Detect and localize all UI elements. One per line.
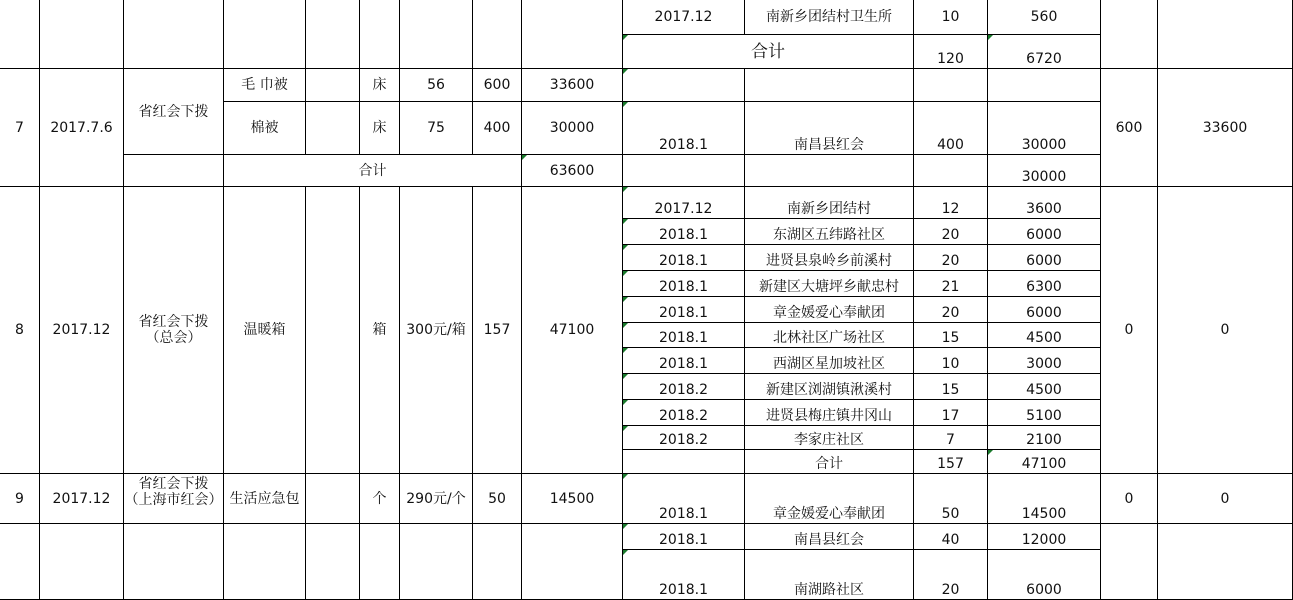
dist-amount[interactable] bbox=[988, 187, 1101, 219]
cell-text: 6000 bbox=[1026, 227, 1062, 243]
dist-blank[interactable] bbox=[914, 69, 988, 102]
cell-text: 2018.1 bbox=[659, 532, 708, 548]
cell-r10-source[interactable] bbox=[124, 524, 224, 600]
item-price[interactable] bbox=[400, 102, 473, 155]
cell-text: 20 bbox=[941, 582, 960, 598]
cell-text: 南昌县红会 bbox=[794, 532, 864, 548]
item-name[interactable] bbox=[224, 102, 306, 155]
comment-indicator-icon bbox=[623, 271, 628, 276]
cell-text: 0 bbox=[1220, 322, 1230, 338]
dist-amount[interactable] bbox=[988, 550, 1101, 600]
comment-indicator-icon bbox=[623, 524, 628, 529]
cell-text: 0 bbox=[1124, 322, 1134, 338]
cell-text: 157 bbox=[483, 322, 511, 338]
cell-text: 南新乡团结村卫生所 bbox=[766, 9, 892, 25]
cell-text: 东湖区五纬路社区 bbox=[773, 227, 885, 243]
dist-amount[interactable] bbox=[988, 297, 1101, 323]
cell-text: 6000 bbox=[1026, 253, 1062, 269]
cell-text: 2018.1 bbox=[659, 137, 708, 153]
cell-r10-item[interactable] bbox=[224, 524, 306, 600]
dist-qty[interactable] bbox=[914, 550, 988, 600]
subtotal-amount[interactable] bbox=[988, 450, 1101, 474]
subtotal-blank[interactable] bbox=[623, 450, 745, 474]
cell-text: 120 bbox=[937, 51, 964, 67]
cell-text: 560 bbox=[1030, 9, 1058, 25]
comment-indicator-icon bbox=[522, 155, 527, 160]
cell-r6-item[interactable] bbox=[224, 0, 306, 69]
dist-amount[interactable] bbox=[988, 102, 1101, 155]
dist-recipient[interactable] bbox=[745, 524, 914, 550]
dist-date[interactable] bbox=[623, 0, 745, 35]
dist-recipient[interactable] bbox=[745, 474, 914, 524]
cell-text: 17 bbox=[941, 408, 960, 424]
comment-indicator-icon bbox=[623, 400, 628, 405]
row-number[interactable] bbox=[0, 69, 40, 187]
cell-text: 3000 bbox=[1026, 356, 1062, 372]
subtotal-label[interactable] bbox=[745, 450, 914, 474]
cell-text: 0 bbox=[1124, 490, 1134, 507]
dist-blank[interactable] bbox=[623, 155, 745, 187]
subtotal-label[interactable] bbox=[623, 35, 914, 69]
dist-qty[interactable] bbox=[914, 0, 988, 35]
cell-r6-date[interactable] bbox=[40, 0, 124, 69]
cell-r10-stock-amount[interactable] bbox=[1158, 524, 1293, 600]
item-unit[interactable] bbox=[360, 69, 400, 102]
cell-text: 20 bbox=[941, 305, 960, 321]
dist-amount[interactable] bbox=[988, 426, 1101, 450]
dist-date[interactable] bbox=[623, 474, 745, 524]
cell-text: 合计 bbox=[751, 41, 785, 62]
cell-text: 南湖路社区 bbox=[794, 582, 864, 598]
dist-blank[interactable] bbox=[988, 69, 1101, 102]
row-source[interactable] bbox=[124, 474, 224, 524]
cell-text: 5100 bbox=[1026, 408, 1062, 424]
comment-indicator-icon bbox=[623, 348, 628, 353]
dist-recipient[interactable] bbox=[745, 348, 914, 374]
dist-qty[interactable] bbox=[914, 374, 988, 400]
row-date[interactable] bbox=[40, 187, 124, 474]
dist-qty[interactable] bbox=[914, 474, 988, 524]
dist-date[interactable] bbox=[623, 102, 745, 155]
dist-date[interactable] bbox=[623, 219, 745, 245]
dist-amount[interactable] bbox=[988, 400, 1101, 426]
cell-text: 2017.12 bbox=[52, 490, 111, 507]
item-qty[interactable] bbox=[473, 102, 522, 155]
dist-date[interactable] bbox=[623, 400, 745, 426]
item-blank[interactable] bbox=[306, 187, 360, 474]
dist-qty[interactable] bbox=[914, 323, 988, 348]
cell-text: 50 bbox=[488, 490, 506, 507]
cell-text: 0 bbox=[1220, 490, 1230, 507]
cell-text: 30000 bbox=[1021, 169, 1067, 185]
dist-amount[interactable] bbox=[988, 271, 1101, 297]
cell-text: 75 bbox=[427, 120, 445, 136]
stock-qty[interactable] bbox=[1101, 187, 1158, 474]
item-amount[interactable] bbox=[522, 474, 623, 524]
item-price[interactable] bbox=[400, 69, 473, 102]
total-label[interactable] bbox=[224, 155, 522, 187]
cell-text: 10 bbox=[941, 9, 960, 25]
cell-text: 157 bbox=[937, 456, 964, 472]
cell-r6-price[interactable] bbox=[400, 0, 473, 69]
dist-amount[interactable] bbox=[988, 348, 1101, 374]
cell-text: 30000 bbox=[1021, 137, 1067, 153]
comment-indicator-icon bbox=[623, 374, 628, 379]
cell-text: 床 bbox=[372, 120, 387, 136]
item-qty[interactable] bbox=[473, 187, 522, 474]
cell-text: 省红会下拨 bbox=[138, 103, 209, 120]
item-name[interactable] bbox=[224, 187, 306, 474]
item-price[interactable] bbox=[400, 474, 473, 524]
comment-indicator-icon bbox=[623, 474, 628, 479]
dist-qty[interactable] bbox=[914, 400, 988, 426]
comment-indicator-icon bbox=[623, 102, 628, 107]
dist-recipient[interactable] bbox=[745, 374, 914, 400]
cell-r10-qty[interactable] bbox=[473, 524, 522, 600]
dist-date[interactable] bbox=[623, 524, 745, 550]
cell-text: 2018.1 bbox=[659, 356, 708, 372]
dist-recipient[interactable] bbox=[745, 426, 914, 450]
cell-text: 63600 bbox=[549, 162, 595, 179]
cell-text: 省红会下拨 （总会） bbox=[138, 314, 209, 346]
dist-recipient[interactable] bbox=[745, 323, 914, 348]
cell-text: 省红会下拨 （上海市红会） bbox=[124, 476, 223, 508]
cell-r10-price[interactable] bbox=[400, 524, 473, 600]
dist-date[interactable] bbox=[623, 374, 745, 400]
comment-indicator-icon bbox=[623, 323, 628, 328]
cell-text: 9 bbox=[15, 490, 24, 507]
subtotal-qty[interactable] bbox=[914, 35, 988, 69]
cell-r10-no[interactable] bbox=[0, 524, 40, 600]
dist-blank[interactable] bbox=[623, 69, 745, 102]
cell-text: 15 bbox=[941, 330, 960, 346]
item-price[interactable] bbox=[400, 187, 473, 474]
item-blank[interactable] bbox=[306, 102, 360, 155]
cell-text: 47100 bbox=[549, 322, 595, 338]
row-date[interactable] bbox=[40, 474, 124, 524]
cell-text: 33600 bbox=[549, 77, 595, 93]
stock-qty[interactable] bbox=[1101, 69, 1158, 187]
dist-date[interactable] bbox=[623, 187, 745, 219]
cell-text: 2017.12 bbox=[52, 322, 111, 338]
dist-qty[interactable] bbox=[914, 102, 988, 155]
cell-text: 箱 bbox=[372, 322, 387, 338]
cell-r10-unit[interactable] bbox=[360, 524, 400, 600]
cell-r10-amount[interactable] bbox=[522, 524, 623, 600]
dist-date[interactable] bbox=[623, 550, 745, 600]
cell-text: 15 bbox=[941, 382, 960, 398]
dist-recipient[interactable] bbox=[745, 245, 914, 271]
cell-text: 2018.1 bbox=[659, 330, 708, 346]
dist-amount[interactable] bbox=[988, 219, 1101, 245]
cell-text: 290元/个 bbox=[406, 490, 466, 507]
dist-blank[interactable] bbox=[745, 69, 914, 102]
cell-text: 章金媛爱心奉献团 bbox=[773, 305, 885, 321]
row-number[interactable] bbox=[0, 187, 40, 474]
dist-qty[interactable] bbox=[914, 426, 988, 450]
cell-text: 6000 bbox=[1026, 305, 1062, 321]
cell-text: 个 bbox=[372, 490, 387, 507]
cell-text: 毛 巾被 bbox=[241, 77, 288, 93]
comment-indicator-icon bbox=[988, 35, 993, 40]
cell-text: 20 bbox=[941, 227, 960, 243]
dist-qty[interactable] bbox=[914, 297, 988, 323]
dist-qty[interactable] bbox=[914, 524, 988, 550]
cell-r6-stock-qty[interactable] bbox=[1101, 0, 1158, 69]
cell-text: 12000 bbox=[1021, 532, 1067, 548]
cell-text: 2017.7.6 bbox=[50, 119, 113, 136]
cell-r6-unit[interactable] bbox=[360, 0, 400, 69]
cell-text: 4500 bbox=[1026, 382, 1062, 398]
dist-blank[interactable] bbox=[745, 155, 914, 187]
cell-text: 棉被 bbox=[250, 120, 279, 136]
cell-text: 温暖箱 bbox=[243, 322, 286, 338]
item-blank[interactable] bbox=[306, 474, 360, 524]
cell-text: 李家庄社区 bbox=[794, 432, 864, 448]
stock-amount[interactable] bbox=[1158, 474, 1293, 524]
comment-indicator-icon bbox=[623, 426, 628, 431]
comment-indicator-icon bbox=[623, 219, 628, 224]
cell-text: 400 bbox=[483, 120, 511, 136]
cell-text: 2018.1 bbox=[659, 506, 708, 522]
item-unit[interactable] bbox=[360, 474, 400, 524]
cell-text: 7 bbox=[946, 432, 955, 448]
cell-r10-date[interactable] bbox=[40, 524, 124, 600]
cell-text: 40 bbox=[941, 532, 960, 548]
cell-text: 2018.1 bbox=[659, 582, 708, 598]
row-number[interactable] bbox=[0, 474, 40, 524]
cell-text: 南昌县红会 bbox=[794, 137, 864, 153]
subtotal-amount[interactable] bbox=[988, 155, 1101, 187]
cell-r6-stock-amount[interactable] bbox=[1158, 0, 1293, 69]
item-name[interactable] bbox=[224, 69, 306, 102]
item-unit[interactable] bbox=[360, 187, 400, 474]
dist-recipient[interactable] bbox=[745, 0, 914, 35]
dist-amount[interactable] bbox=[988, 524, 1101, 550]
cell-r6-no[interactable] bbox=[0, 0, 40, 69]
dist-qty[interactable] bbox=[914, 271, 988, 297]
cell-text: 7 bbox=[15, 119, 24, 136]
cell-text: 400 bbox=[937, 137, 964, 153]
cell-text: 2018.1 bbox=[659, 305, 708, 321]
stock-amount[interactable] bbox=[1158, 69, 1293, 187]
dist-amount[interactable] bbox=[988, 474, 1101, 524]
comment-indicator-icon bbox=[623, 187, 628, 192]
cell-text: 新建区浏湖镇湫溪村 bbox=[766, 382, 892, 398]
comment-indicator-icon bbox=[988, 450, 993, 455]
dist-date[interactable] bbox=[623, 245, 745, 271]
cell-text: 2018.1 bbox=[659, 227, 708, 243]
cell-text: 3600 bbox=[1026, 201, 1062, 217]
cell-text: 新建区大塘坪乡献忠村 bbox=[759, 279, 899, 295]
dist-qty[interactable] bbox=[914, 187, 988, 219]
cell-r6-source[interactable] bbox=[124, 0, 224, 69]
cell-text: 300元/箱 bbox=[406, 322, 466, 338]
dist-recipient[interactable] bbox=[745, 297, 914, 323]
total-amount[interactable] bbox=[522, 155, 623, 187]
dist-recipient[interactable] bbox=[745, 550, 914, 600]
dist-qty[interactable] bbox=[914, 219, 988, 245]
subtotal-amount[interactable] bbox=[988, 35, 1101, 69]
comment-indicator-icon bbox=[623, 297, 628, 302]
dist-amount[interactable] bbox=[988, 374, 1101, 400]
cell-text: 50 bbox=[941, 506, 960, 522]
item-qty[interactable] bbox=[473, 69, 522, 102]
comment-indicator-icon bbox=[623, 245, 628, 250]
cell-text: 南新乡团结村 bbox=[787, 201, 871, 217]
cell-text: 10 bbox=[941, 356, 960, 372]
item-amount[interactable] bbox=[522, 187, 623, 474]
dist-qty[interactable] bbox=[914, 245, 988, 271]
cell-text: 6300 bbox=[1026, 279, 1062, 295]
item-name[interactable] bbox=[224, 474, 306, 524]
cell-text: 6000 bbox=[1026, 582, 1062, 598]
subtotal-qty[interactable] bbox=[914, 450, 988, 474]
item-amount[interactable] bbox=[522, 69, 623, 102]
dist-recipient[interactable] bbox=[745, 219, 914, 245]
item-unit[interactable] bbox=[360, 102, 400, 155]
dist-blank[interactable] bbox=[914, 155, 988, 187]
dist-amount[interactable] bbox=[988, 0, 1101, 35]
item-qty[interactable] bbox=[473, 474, 522, 524]
cell-text: 8 bbox=[15, 322, 24, 338]
cell-text: 进贤县梅庄镇井冈山 bbox=[766, 408, 892, 424]
cell-text: 600 bbox=[1115, 119, 1143, 136]
dist-recipient[interactable] bbox=[745, 271, 914, 297]
comment-indicator-icon bbox=[623, 550, 628, 555]
cell-text: 合计 bbox=[358, 162, 387, 179]
row-source[interactable] bbox=[124, 187, 224, 474]
cell-text: 2100 bbox=[1026, 432, 1062, 448]
cell-text: 2018.1 bbox=[659, 253, 708, 269]
cell-text: 600 bbox=[483, 77, 511, 93]
cell-text: 合计 bbox=[815, 456, 843, 472]
cell-text: 30000 bbox=[549, 120, 595, 136]
cell-text: 14500 bbox=[549, 490, 595, 507]
dist-date[interactable] bbox=[623, 297, 745, 323]
cell-r7-source-below[interactable] bbox=[124, 155, 224, 187]
cell-text: 6720 bbox=[1026, 51, 1062, 67]
cell-text: 12 bbox=[941, 201, 960, 217]
stock-qty[interactable] bbox=[1101, 474, 1158, 524]
cell-text: 生活应急包 bbox=[229, 490, 300, 507]
comment-indicator-icon bbox=[623, 69, 628, 74]
dist-recipient[interactable] bbox=[745, 102, 914, 155]
cell-text: 北林社区广场社区 bbox=[773, 330, 885, 346]
cell-text: 47100 bbox=[1021, 456, 1067, 472]
cell-text: 2017.12 bbox=[654, 201, 713, 217]
cell-text: 21 bbox=[941, 279, 960, 295]
comment-indicator-icon bbox=[623, 35, 628, 40]
cell-text: 床 bbox=[372, 77, 387, 93]
cell-r6-qty[interactable] bbox=[473, 0, 522, 69]
cell-text: 2018.1 bbox=[659, 279, 708, 295]
dist-qty[interactable] bbox=[914, 348, 988, 374]
cell-r6-blank[interactable] bbox=[306, 0, 360, 69]
dist-amount[interactable] bbox=[988, 323, 1101, 348]
dist-date[interactable] bbox=[623, 271, 745, 297]
cell-r10-blank[interactable] bbox=[306, 524, 360, 600]
item-blank[interactable] bbox=[306, 69, 360, 102]
cell-text: 2018.2 bbox=[659, 382, 708, 398]
cell-text: 56 bbox=[427, 77, 445, 93]
cell-text: 20 bbox=[941, 253, 960, 269]
row-date[interactable] bbox=[40, 69, 124, 187]
dist-recipient[interactable] bbox=[745, 187, 914, 219]
cell-text: 2018.2 bbox=[659, 432, 708, 448]
cell-text: 章金媛爱心奉献团 bbox=[773, 506, 885, 522]
cell-text: 西湖区星加坡社区 bbox=[773, 356, 885, 372]
cell-text: 2018.2 bbox=[659, 408, 708, 424]
cell-r10-stock-qty[interactable] bbox=[1101, 524, 1158, 600]
dist-date[interactable] bbox=[623, 426, 745, 450]
cell-text: 14500 bbox=[1021, 506, 1067, 522]
dist-date[interactable] bbox=[623, 348, 745, 374]
dist-recipient[interactable] bbox=[745, 400, 914, 426]
dist-date[interactable] bbox=[623, 323, 745, 348]
cell-r6-amount[interactable] bbox=[522, 0, 623, 69]
cell-text: 2017.12 bbox=[654, 9, 713, 25]
cell-text: 进贤县泉岭乡前溪村 bbox=[766, 253, 892, 269]
item-amount[interactable] bbox=[522, 102, 623, 155]
cell-text: 4500 bbox=[1026, 330, 1062, 346]
stock-amount[interactable] bbox=[1158, 187, 1293, 474]
row-source[interactable] bbox=[124, 69, 224, 155]
dist-amount[interactable] bbox=[988, 245, 1101, 271]
cell-text: 33600 bbox=[1202, 119, 1248, 136]
